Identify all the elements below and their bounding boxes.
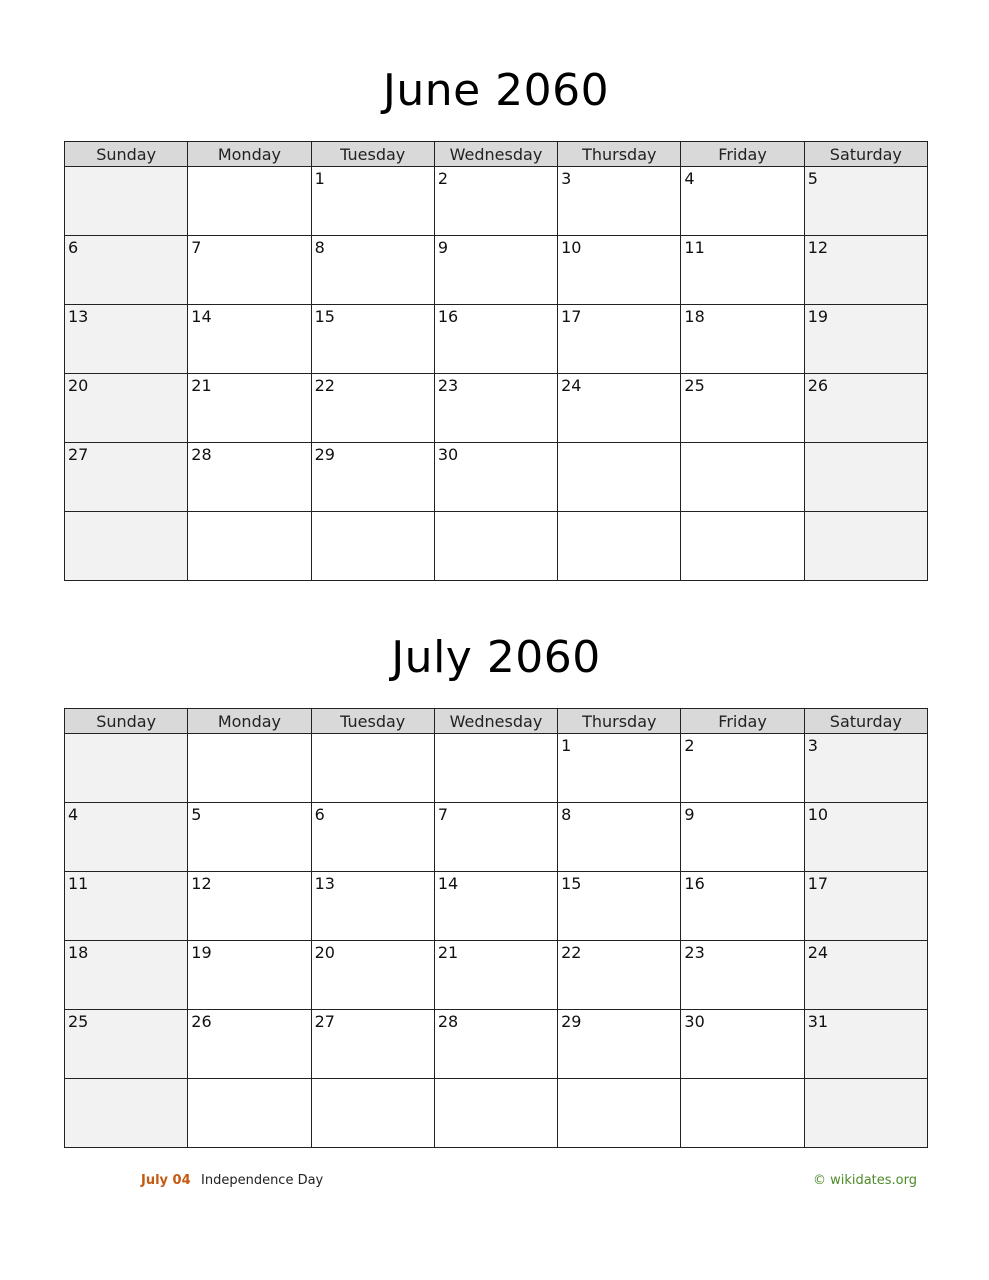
weekday-header: Tuesday — [311, 142, 434, 167]
week-row — [65, 803, 928, 872]
week-row — [65, 236, 928, 305]
day-number: 16 — [437, 307, 459, 326]
day-cell — [311, 803, 434, 872]
day-cell — [804, 443, 927, 512]
day-number: 4 — [68, 805, 79, 824]
day-cell — [188, 1010, 311, 1079]
day-number: 23 — [684, 943, 705, 962]
day-number: 30 — [684, 1012, 705, 1031]
day-cell — [804, 167, 927, 236]
day-number: 15 — [314, 307, 335, 326]
day-number: 25 — [684, 376, 705, 395]
day-cell — [558, 236, 681, 305]
day-number: 29 — [314, 445, 335, 464]
day-number — [681, 1079, 803, 1082]
day-number: 23 — [437, 376, 459, 395]
day-number — [805, 443, 927, 446]
day-cell — [65, 734, 188, 803]
day-number: 14 — [191, 307, 212, 326]
day-cell — [558, 1079, 681, 1148]
day-number: 2 — [684, 736, 695, 755]
day-cell — [65, 374, 188, 443]
day-cell — [311, 1079, 434, 1148]
day-number: 17 — [807, 874, 829, 893]
day-cell — [434, 734, 557, 803]
day-cell — [434, 803, 557, 872]
day-cell — [804, 803, 927, 872]
weekday-header: Tuesday — [311, 709, 434, 734]
day-number: 21 — [437, 943, 459, 962]
day-cell — [65, 236, 188, 305]
day-number — [65, 1079, 187, 1082]
day-number — [805, 1079, 927, 1082]
day-cell — [65, 941, 188, 1010]
day-cell — [311, 236, 434, 305]
day-cell — [434, 872, 557, 941]
day-cell — [681, 941, 804, 1010]
day-number: 10 — [807, 805, 829, 824]
day-number: 8 — [314, 238, 325, 257]
day-number: 29 — [561, 1012, 582, 1031]
day-number — [558, 512, 680, 515]
day-cell — [188, 443, 311, 512]
day-number: 24 — [807, 943, 829, 962]
day-number: 17 — [561, 307, 582, 326]
calendar-grid — [64, 141, 928, 581]
day-number: 20 — [314, 943, 335, 962]
day-cell — [65, 1010, 188, 1079]
footer — [0, 1173, 989, 1193]
day-cell — [65, 443, 188, 512]
day-cell — [558, 443, 681, 512]
day-cell — [558, 305, 681, 374]
day-cell — [804, 1010, 927, 1079]
day-number: 6 — [68, 238, 79, 257]
day-cell — [188, 734, 311, 803]
day-number: 5 — [191, 805, 202, 824]
day-cell — [681, 167, 804, 236]
weekday-header: Wednesday — [434, 142, 557, 167]
day-number: 4 — [684, 169, 695, 188]
weekday-header-row — [65, 142, 928, 167]
week-row — [65, 512, 928, 581]
day-cell — [188, 512, 311, 581]
day-cell — [311, 305, 434, 374]
day-cell — [804, 236, 927, 305]
day-cell — [311, 734, 434, 803]
day-number: 3 — [807, 736, 818, 755]
weekday-header: Monday — [188, 142, 311, 167]
day-cell — [434, 305, 557, 374]
day-number: 25 — [68, 1012, 89, 1031]
day-number: 26 — [191, 1012, 212, 1031]
day-number — [65, 734, 187, 737]
day-number: 28 — [191, 445, 212, 464]
day-cell — [558, 1010, 681, 1079]
day-cell — [558, 512, 681, 581]
day-cell — [804, 1079, 927, 1148]
day-cell — [804, 512, 927, 581]
day-cell — [311, 374, 434, 443]
day-cell — [681, 236, 804, 305]
day-number: 19 — [191, 943, 212, 962]
day-cell — [188, 167, 311, 236]
day-number: 11 — [68, 874, 89, 893]
day-number: 30 — [437, 445, 459, 464]
day-cell — [558, 803, 681, 872]
weekday-header: Thursday — [558, 142, 681, 167]
day-number: 27 — [314, 1012, 335, 1031]
week-row — [65, 872, 928, 941]
day-cell — [188, 236, 311, 305]
day-number: 10 — [561, 238, 582, 257]
day-cell — [311, 512, 434, 581]
holiday-date: July 04 — [141, 1173, 191, 1188]
day-number — [188, 1079, 310, 1082]
week-row — [65, 734, 928, 803]
day-cell — [681, 803, 804, 872]
day-number: 21 — [191, 376, 212, 395]
weekday-header: Friday — [681, 709, 804, 734]
day-number: 16 — [684, 874, 705, 893]
day-number — [65, 512, 187, 515]
day-cell — [558, 872, 681, 941]
day-number: 11 — [684, 238, 705, 257]
day-number: 28 — [437, 1012, 459, 1031]
day-number: 18 — [684, 307, 705, 326]
day-number: 1 — [561, 736, 572, 755]
day-cell — [558, 941, 681, 1010]
day-cell — [681, 443, 804, 512]
day-number: 9 — [437, 238, 449, 257]
day-cell — [188, 305, 311, 374]
day-number — [558, 443, 680, 446]
day-number: 9 — [684, 805, 695, 824]
day-cell — [681, 1079, 804, 1148]
day-number: 8 — [561, 805, 572, 824]
day-cell — [804, 941, 927, 1010]
calendar-june — [64, 62, 928, 581]
holiday-name: Independence Day — [201, 1173, 324, 1188]
day-number: 13 — [314, 874, 335, 893]
day-number — [558, 1079, 680, 1082]
day-number: 6 — [314, 805, 325, 824]
calendar-july — [64, 629, 928, 1148]
day-cell — [65, 512, 188, 581]
month-title: June 2060 — [382, 65, 610, 116]
week-row — [65, 941, 928, 1010]
day-cell — [681, 872, 804, 941]
day-cell — [188, 872, 311, 941]
site-credit: © wikidates.org — [812, 1173, 917, 1188]
day-cell — [188, 374, 311, 443]
weekday-header: Thursday — [558, 709, 681, 734]
weekday-header: Saturday — [804, 709, 927, 734]
month-title: July 2060 — [391, 632, 601, 683]
weekday-header-row — [65, 709, 928, 734]
day-cell — [434, 443, 557, 512]
day-cell — [311, 941, 434, 1010]
day-cell — [804, 374, 927, 443]
day-cell — [188, 941, 311, 1010]
day-number: 31 — [807, 1012, 829, 1031]
day-cell — [681, 734, 804, 803]
day-number — [435, 1079, 557, 1082]
day-cell — [311, 167, 434, 236]
day-number — [435, 734, 557, 737]
day-number — [681, 512, 803, 515]
day-number: 5 — [807, 169, 818, 188]
day-cell — [434, 167, 557, 236]
day-cell — [434, 374, 557, 443]
day-number: 3 — [561, 169, 572, 188]
day-number: 19 — [807, 307, 829, 326]
day-cell — [434, 1079, 557, 1148]
day-cell — [65, 1079, 188, 1148]
day-number — [188, 734, 310, 737]
day-number: 7 — [191, 238, 202, 257]
day-cell — [188, 1079, 311, 1148]
week-row — [65, 167, 928, 236]
day-number: 12 — [191, 874, 212, 893]
weekday-header: Monday — [188, 709, 311, 734]
day-cell — [311, 443, 434, 512]
day-cell — [558, 374, 681, 443]
day-number: 1 — [314, 169, 325, 188]
day-number: 2 — [437, 169, 449, 188]
day-cell — [804, 734, 927, 803]
weekday-header: Saturday — [804, 142, 927, 167]
day-cell — [804, 305, 927, 374]
week-row — [65, 1079, 928, 1148]
day-cell — [65, 167, 188, 236]
day-number — [312, 1079, 434, 1082]
day-cell — [804, 872, 927, 941]
day-number: 14 — [437, 874, 459, 893]
week-row — [65, 1010, 928, 1079]
day-cell — [558, 167, 681, 236]
week-row — [65, 305, 928, 374]
day-number — [435, 512, 557, 515]
day-number: 7 — [437, 805, 449, 824]
day-number: 26 — [807, 376, 829, 395]
day-cell — [434, 1010, 557, 1079]
day-number: 24 — [561, 376, 582, 395]
day-cell — [65, 305, 188, 374]
day-cell — [558, 734, 681, 803]
day-cell — [311, 1010, 434, 1079]
day-cell — [65, 872, 188, 941]
day-cell — [434, 236, 557, 305]
day-number: 13 — [68, 307, 89, 326]
day-number: 15 — [561, 874, 582, 893]
day-number — [681, 443, 803, 446]
day-number — [312, 512, 434, 515]
week-row — [65, 443, 928, 512]
day-number: 20 — [68, 376, 89, 395]
day-cell — [681, 374, 804, 443]
day-number: 18 — [68, 943, 89, 962]
day-number — [188, 512, 310, 515]
day-cell — [434, 512, 557, 581]
day-number: 22 — [314, 376, 335, 395]
day-number — [188, 167, 310, 170]
day-number: 27 — [68, 445, 89, 464]
day-number — [312, 734, 434, 737]
day-number: 22 — [561, 943, 582, 962]
day-number — [65, 167, 187, 170]
weekday-header: Friday — [681, 142, 804, 167]
day-cell — [311, 872, 434, 941]
day-number: 12 — [807, 238, 829, 257]
day-cell — [681, 512, 804, 581]
day-cell — [65, 803, 188, 872]
calendar-grid — [64, 708, 928, 1148]
week-row — [65, 374, 928, 443]
day-cell — [681, 1010, 804, 1079]
weekday-header: Wednesday — [434, 709, 557, 734]
day-cell — [681, 305, 804, 374]
day-cell — [434, 941, 557, 1010]
weekday-header: Sunday — [65, 142, 188, 167]
weekday-header: Sunday — [65, 709, 188, 734]
day-cell — [188, 803, 311, 872]
day-number — [805, 512, 927, 515]
